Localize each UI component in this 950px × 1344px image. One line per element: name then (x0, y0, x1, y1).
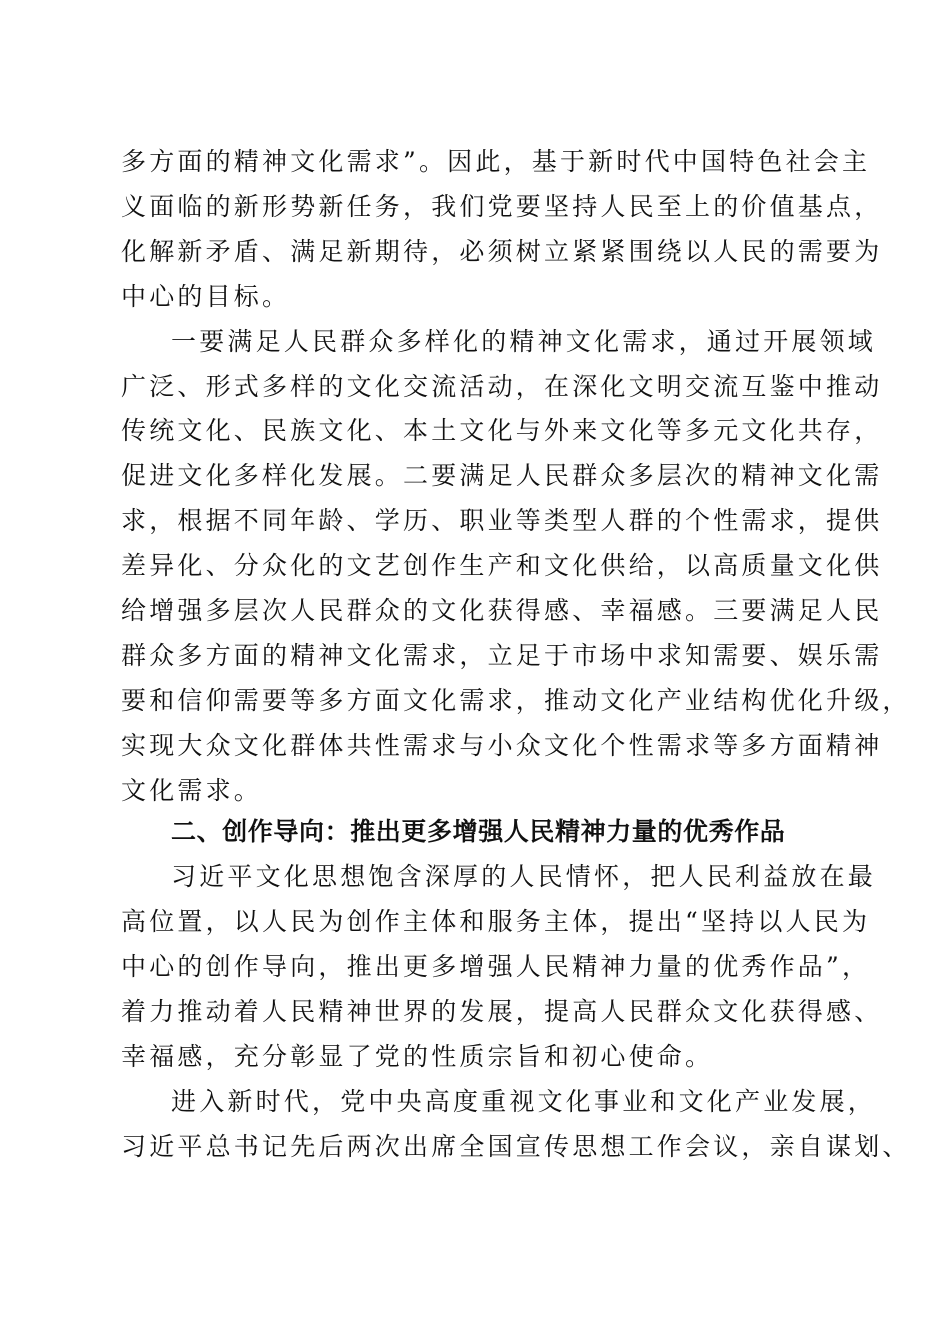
section-heading: 二、创作导向：推出更多增强人民精神力量的优秀作品 (171, 817, 786, 846)
paragraph-line: 求，根据不同年龄、学历、职业等类型人群的个性需求，提供 (121, 506, 883, 535)
paragraph-line: 着力推动着人民精神世界的发展，提高人民群众文化获得感、 (121, 997, 883, 1026)
paragraph-line: 群众多方面的精神文化需求，立足于市场中求知需要、娱乐需 (121, 641, 883, 670)
paragraph-line: 幸福感，充分彰显了党的性质宗旨和初心使命。 (121, 1042, 714, 1071)
paragraph-line: 促进文化多样化发展。二要满足人民群众多层次的精神文化需 (121, 461, 883, 490)
paragraph-line: 差异化、分众化的文艺创作生产和文化供给，以高质量文化供 (121, 551, 883, 580)
paragraph-line: 文化需求。 (121, 776, 263, 805)
paragraph-line: 高位置，以人民为创作主体和服务主体，提出“坚持以人民为 (121, 907, 871, 936)
paragraph-line: 实现大众文化群体共性需求与小众文化个性需求等多方面精神 (121, 731, 883, 760)
paragraph-line: 一要满足人民群众多样化的精神文化需求，通过开展领域 (171, 327, 877, 356)
paragraph-line: 传统文化、民族文化、本土文化与外来文化等多元文化共存， (121, 416, 883, 445)
paragraph-line: 习近平总书记先后两次出席全国宣传思想工作会议，亲自谋划、 (121, 1132, 911, 1161)
paragraph-line: 习近平文化思想饱含深厚的人民情怀，把人民利益放在最 (171, 862, 877, 891)
paragraph-line: 要和信仰需要等多方面文化需求，推动文化产业结构优化升级， (121, 686, 911, 715)
paragraph-line: 广泛、形式多样的文化交流活动，在深化文明交流互鉴中推动 (121, 372, 883, 401)
paragraph-line: 给增强多层次人民群众的文化获得感、幸福感。三要满足人民 (121, 596, 883, 625)
paragraph-line: 化解新矛盾、满足新期待，必须树立紧紧围绕以人民的需要为 (121, 237, 883, 266)
paragraph-line: 进入新时代，党中央高度重视文化事业和文化产业发展， (171, 1087, 877, 1116)
paragraph-line: 义面临的新形势新任务，我们党要坚持人民至上的价值基点， (121, 192, 883, 221)
paragraph-line: 多方面的精神文化需求”。因此，基于新时代中国特色社会主 (121, 147, 871, 176)
paragraph-line: 中心的创作导向，推出更多增强人民精神力量的优秀作品”， (121, 952, 871, 981)
paragraph-line: 中心的目标。 (121, 282, 291, 311)
